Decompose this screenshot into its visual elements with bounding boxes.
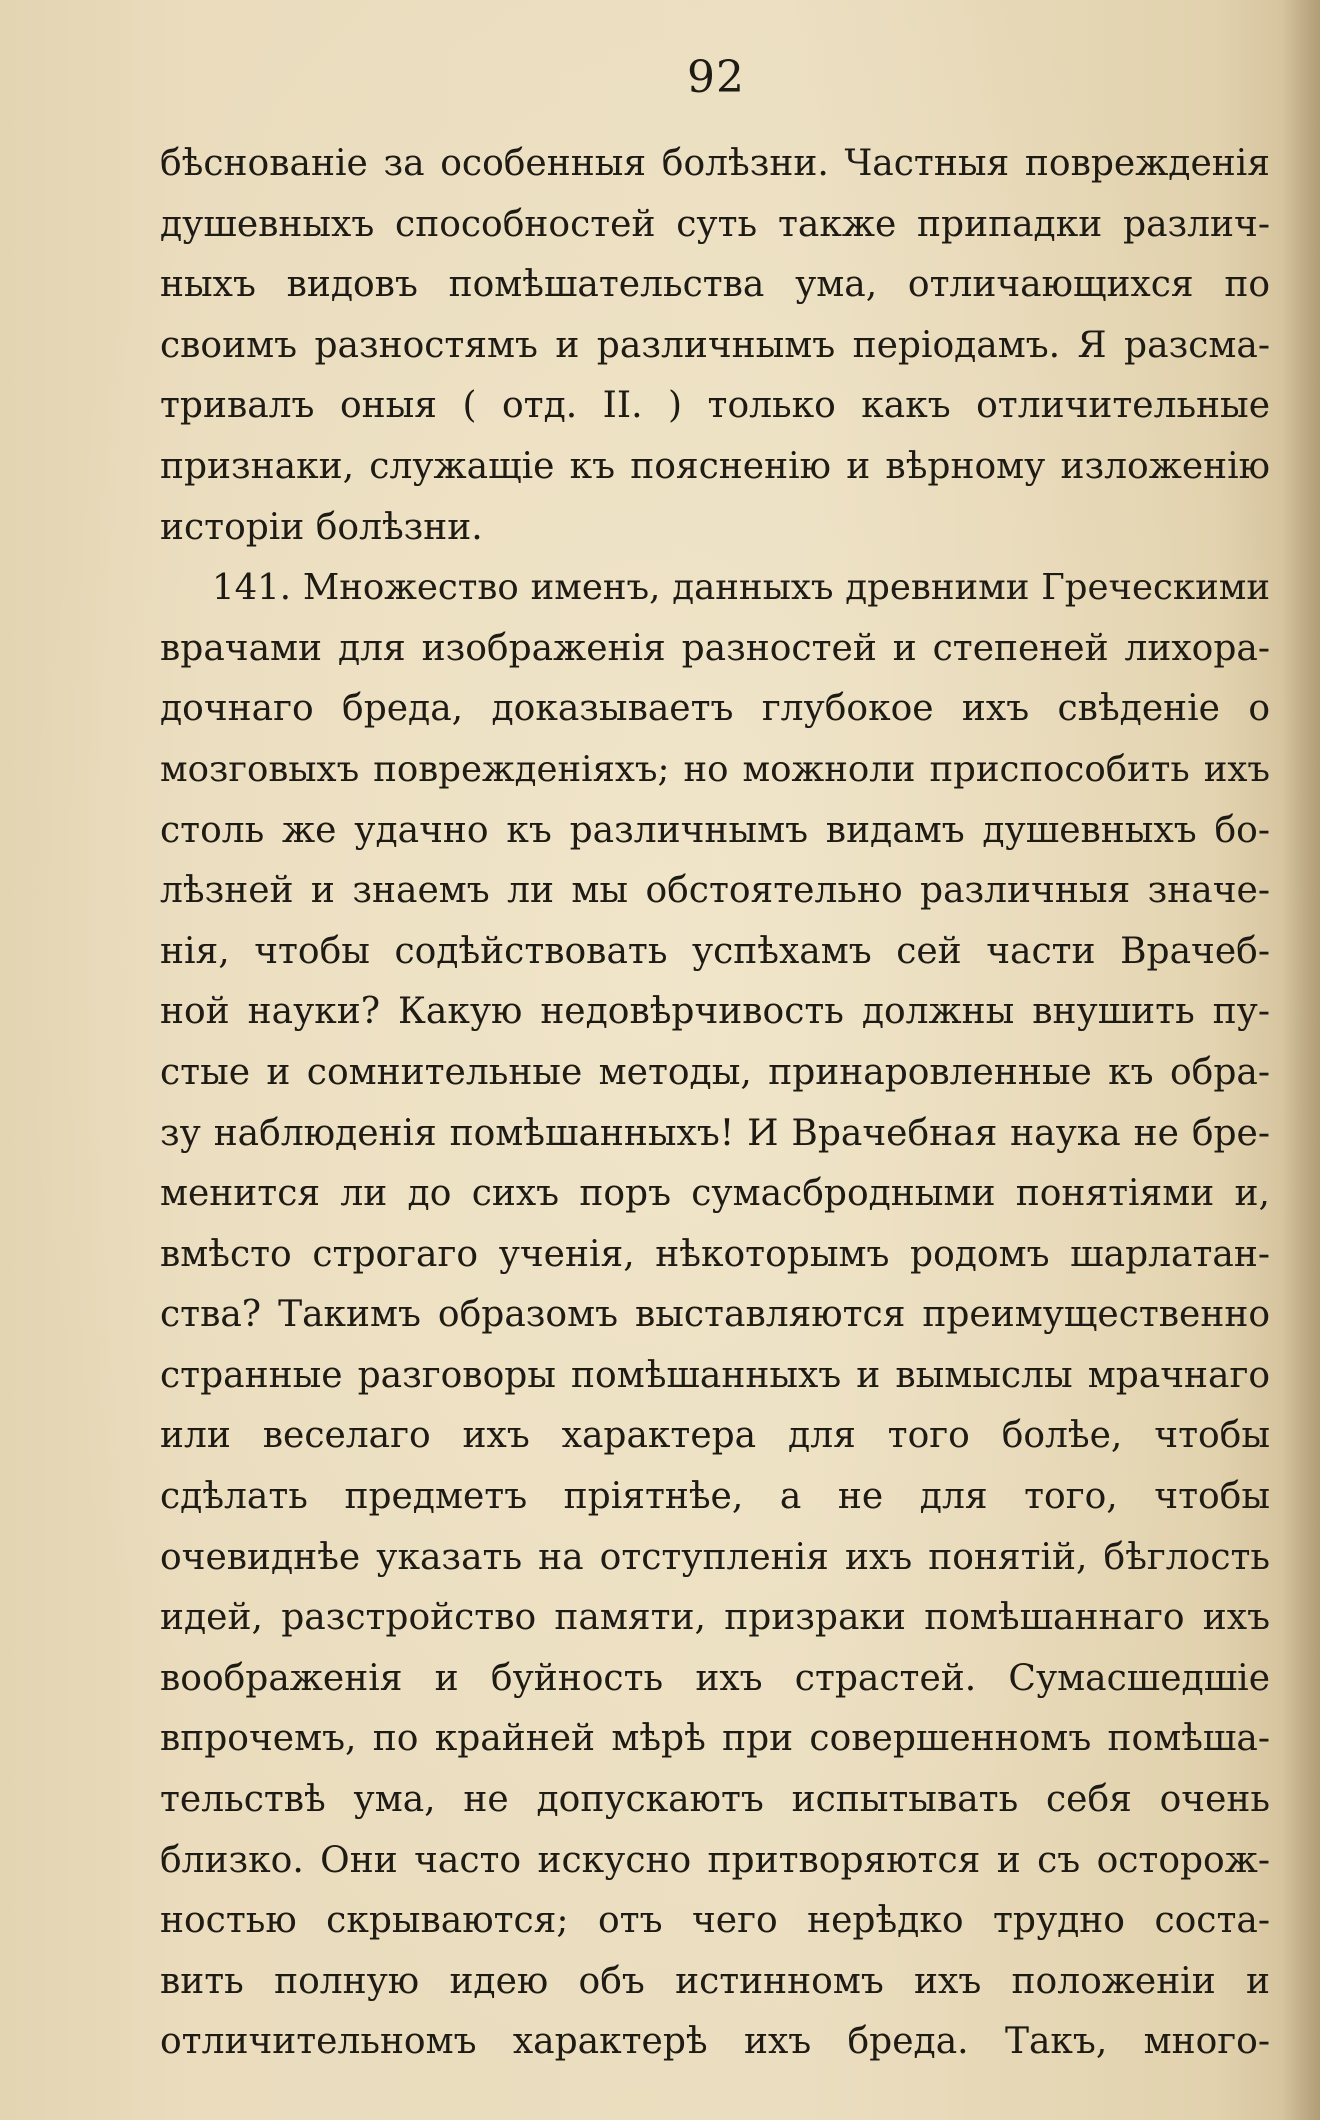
text-line: тельствѣ ума, не допускаютъ испытывать себя очень <box>160 1779 1270 1821</box>
text-line: воображенія и буйность ихъ страстей. Сумасшедшіе <box>160 1657 1270 1699</box>
text-line: вмѣсто строгаго ученія, нѣкоторымъ родомъ шарлатан- <box>160 1233 1270 1275</box>
text-line: тривалъ оныя ( отд. II. ) только какъ отличительные <box>160 385 1270 427</box>
text-line: врачами для изображенія разностей и степеней лихора- <box>160 627 1270 669</box>
text-line: зу наблюденія помѣшанныхъ! И Врачебная наука не бре- <box>160 1112 1270 1154</box>
text-line: впрочемъ, по крайней мѣрѣ при совершенномъ помѣша- <box>160 1718 1270 1760</box>
text-line: вить полную идею объ истинномъ ихъ положеніи и <box>160 1960 1270 2002</box>
text-line: ностью скрываются; отъ чего нерѣдко трудно соста- <box>160 1900 1270 1942</box>
text-line: очевиднѣе указать на отступленія ихъ понятій, бѣглость <box>160 1536 1270 1578</box>
text-line: менится ли до сихъ поръ сумасбродными понятіями и, <box>160 1173 1270 1215</box>
text-line: лѣзней и знаемъ ли мы обстоятельно различныя значе- <box>160 870 1270 912</box>
text-line: своимъ разностямъ и различнымъ періодамъ. Я разсма- <box>160 324 1270 366</box>
page-number: 92 <box>687 52 745 103</box>
text-line: столь же удачно къ различнымъ видамъ душевныхъ бо- <box>160 809 1270 851</box>
text-line: мозговыхъ поврежденіяхъ; но можноли приспособить ихъ <box>160 748 1270 790</box>
text-line: странные разговоры помѣшанныхъ и вымыслы мрачнаго <box>160 1354 1270 1396</box>
text-line: бѣснованіе за особенныя болѣзни. Частныя поврежденія <box>160 143 1270 184</box>
text-line: душевныхъ способностей суть также припадки различ- <box>160 203 1270 245</box>
text-line: нія, чтобы содѣйствовать успѣхамъ сей части Врачеб- <box>160 930 1270 972</box>
text-line: идей, разстройство памяти, призраки помѣшаннаго ихъ <box>160 1597 1270 1639</box>
text-line: признаки, служащіе къ поясненію и вѣрному изложенію <box>160 445 1270 487</box>
page-edge-shadow <box>1282 0 1320 2120</box>
text-line: ныхъ видовъ помѣшательства ума, отличающихся по <box>160 264 1270 306</box>
text-line: дочнаго бреда, доказываетъ глубокое ихъ свѣденіе о <box>160 688 1270 730</box>
text-line: исторіи болѣзни. <box>160 506 483 548</box>
text-line: ства? Такимъ образомъ выставляются преимущественно <box>160 1294 1270 1336</box>
text-line: стые и сомнительные методы, принаровленные къ обра- <box>160 1051 1270 1093</box>
text-line: сдѣлать предметъ пріятнѣе, а не для того, чтобы <box>160 1476 1270 1518</box>
text-line: близко. Они часто искусно притворяются и съ осторож- <box>160 1839 1270 1881</box>
text-line: или веселаго ихъ характера для того болѣе, чтобы <box>160 1415 1270 1457</box>
paragraph-141-start: 141. Множество именъ, данныхъ древними Греческими <box>212 567 1270 609</box>
text-line: ной науки? Какую недовѣрчивость должны внушить пу- <box>160 991 1270 1033</box>
text-line: отличительномъ характерѣ ихъ бреда. Такъ, много- <box>160 2021 1270 2063</box>
body-text <box>160 134 1270 2073</box>
